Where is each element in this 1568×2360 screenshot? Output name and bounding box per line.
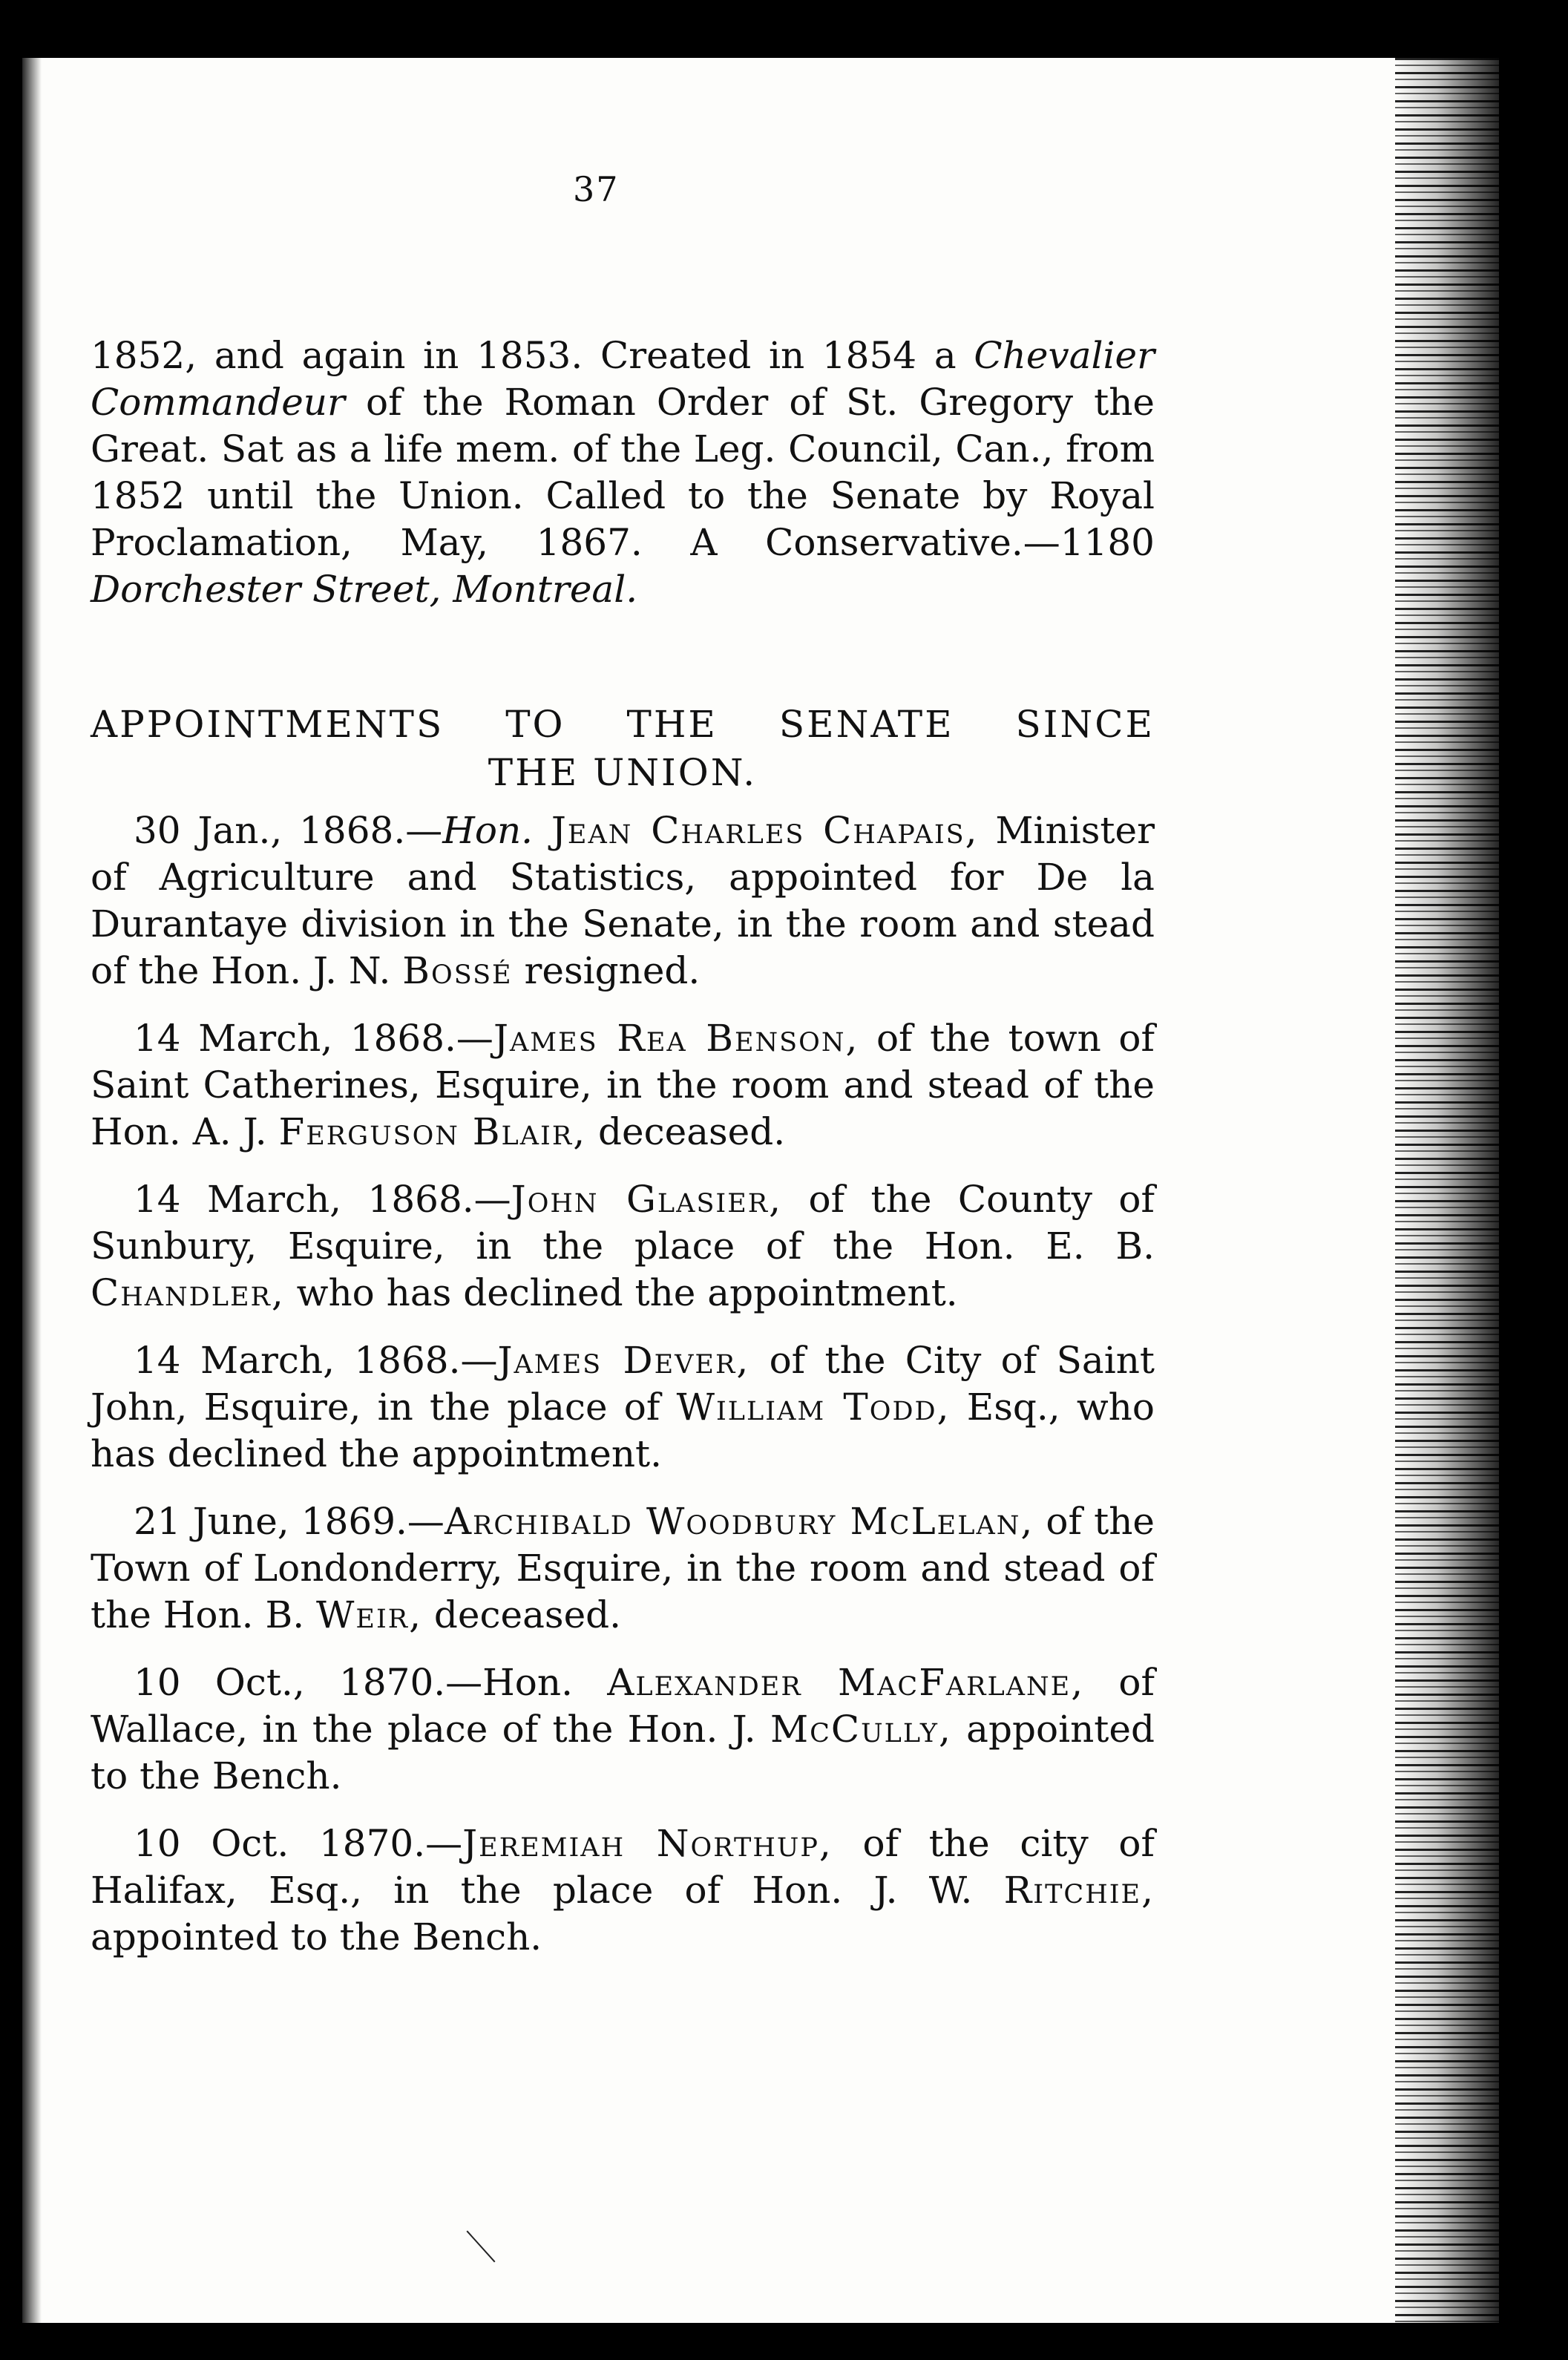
entry-name: Jeremiah Northup, (462, 1822, 833, 1865)
entry-honorific: Hon. (442, 809, 534, 852)
entry-predecessor: Bossé (402, 949, 513, 992)
page-number: 37 (573, 169, 620, 209)
entry-text: of the County of Sunbury, Esquire, in the place of the Hon. E. B. (91, 1178, 1155, 1268)
entry-predecessor: Ritchie, (1003, 1869, 1155, 1912)
stray-mark (467, 2231, 496, 2263)
entry-name: Jean Charles Chapais, (533, 809, 979, 852)
appointment-entry (91, 1820, 1155, 1961)
entry-date: 14 March, 1868.— (134, 1339, 498, 1382)
entry-name: John Glasier, (511, 1178, 783, 1221)
heading-line-1: APPOINTMENTS TO THE SENATE SINCE (91, 703, 1155, 746)
page-left-shadow (22, 58, 42, 2323)
entry-name: James Rea Benson, (493, 1017, 859, 1060)
entry-name: James Dever, (497, 1339, 750, 1382)
entry-tail: deceased. (586, 1110, 786, 1153)
entry-text: of the Town of Londonderry, Esquire, in the room and stead of the Hon. B. (91, 1500, 1155, 1636)
appointment-entry (91, 1337, 1155, 1478)
page-body (91, 183, 1155, 1961)
entry-predecessor: Weir, (316, 1593, 423, 1636)
intro-text-1: 1852, and again in 1853. Created in 1854 a (91, 334, 974, 377)
entry-tail: resigned. (512, 949, 701, 992)
entry-date: 14 March, 1868.— (134, 1178, 511, 1221)
entry-text: of Wallace, in the place of the Hon. J. (91, 1661, 1155, 1751)
entry-predecessor: Chandler, (91, 1271, 285, 1314)
entry-text: of the town of Saint Catherines, Esquire, in the room and stead of the Hon. A. J. (91, 1017, 1155, 1153)
intro-paragraph (91, 332, 1155, 613)
entry-predecessor: McCully, (770, 1708, 952, 1751)
entry-tail: appointed to the Bench. (91, 1708, 1155, 1797)
entry-tail: Esq., who has declined the appointment. (91, 1386, 1155, 1475)
entry-name: Archibald Woodbury McLelan, (444, 1500, 1034, 1543)
entry-date: 30 Jan., 1868.— (134, 809, 443, 852)
appointment-entry (91, 807, 1155, 994)
entry-tail: deceased. (422, 1593, 622, 1636)
intro-text-2: of the Roman Order of St. Gregory the Great. Sat as a life mem. of the Leg. Council, Can., from 1852 until the Union. Called to the Senate by Royal Proclamation, May, 1867. A Conservative.—1180 (91, 381, 1155, 564)
intro-italic-2: Dorchester Street, Montreal. (91, 568, 638, 611)
entry-name: Alexander MacFarlane, (607, 1661, 1085, 1704)
heading-line-2: THE UNION. (488, 751, 758, 794)
intro-italic-1: Chevalier Commandeur (91, 334, 1155, 424)
entry-date: 21 June, 1869.— (134, 1500, 445, 1543)
entry-date: 10 Oct. 1870.— (134, 1822, 463, 1865)
section-heading (91, 701, 1155, 797)
entry-predecessor: William Todd, (676, 1386, 951, 1429)
entry-date: 10 Oct., 1870.—Hon. (134, 1661, 608, 1704)
page-binding-edge (1395, 58, 1499, 2323)
book-page (22, 58, 1499, 2323)
appointment-entry (91, 1015, 1155, 1156)
appointment-entry (91, 1498, 1155, 1639)
appointment-entry (91, 1659, 1155, 1800)
entry-text: of the City of Saint John, Esquire, in the place of (91, 1339, 1155, 1429)
appointment-entry (91, 1176, 1155, 1317)
entry-tail: appointed to the Bench. (91, 1915, 542, 1959)
entry-text: Minister of Agriculture and Statistics, appointed for De la Durantaye division in the Senate, in the room and stead of the Hon. J. N. (91, 809, 1155, 992)
entry-date: 14 March, 1868.— (134, 1017, 493, 1060)
entry-predecessor: Ferguson Blair, (278, 1110, 587, 1153)
entry-text: of the city of Halifax, Esq., in the place of Hon. J. W. (91, 1822, 1155, 1912)
entry-tail: who has declined the appointment. (284, 1271, 958, 1314)
